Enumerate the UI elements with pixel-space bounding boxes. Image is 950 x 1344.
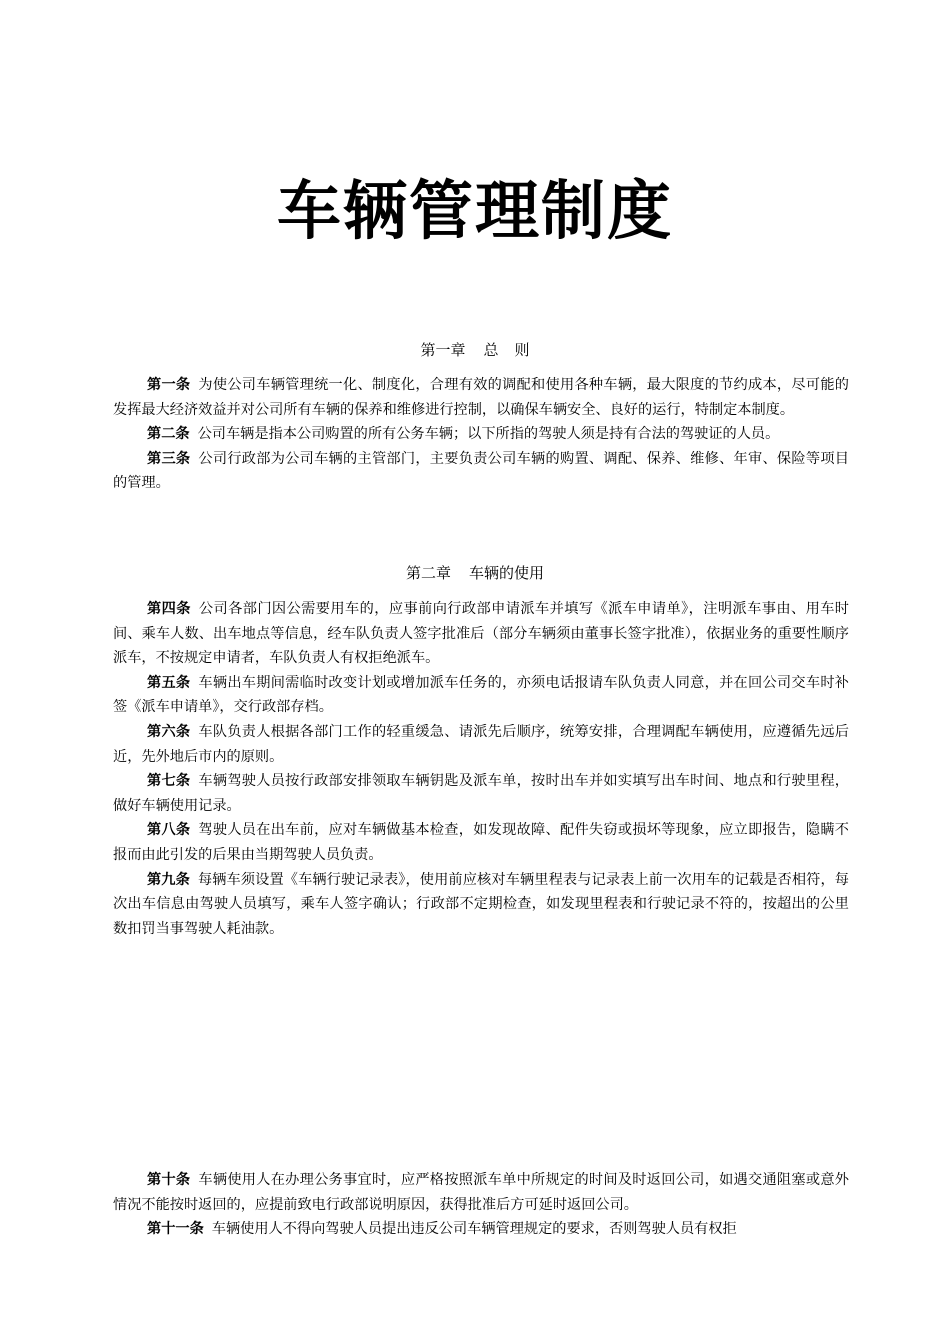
chapter-2-body-continued xyxy=(113,1168,849,1242)
chapter-number: 第一章 xyxy=(420,341,466,359)
article-text: 公司行政部为公司车辆的主管部门，主要负责公司车辆的购置、调配、保养、维修、年审、保险等项目的管理。 xyxy=(113,450,849,492)
article xyxy=(113,1217,849,1242)
chapter-1-body xyxy=(113,373,849,496)
article xyxy=(113,1168,849,1217)
chapter-title-part: 总 xyxy=(483,341,499,359)
article xyxy=(113,720,849,769)
article-text: 车队负责人根据各部门工作的轻重缓急、请派先后顺序，统筹安排，合理调配车辆使用，应遵循先远后近，先外地后市内的原则。 xyxy=(113,723,849,765)
article-label: 第八条 xyxy=(147,822,191,839)
article-text: 每辆车须设置《车辆行驶记录表》，使用前应核对车辆里程表与记录表上前一次用车的记载是否相符，每次出车信息由驾驶人员填写，乘车人签字确认；行政部不定期检查，如发现里程表和行驶记录不符的，按超出的公里数扣罚当事驾驶人耗油款。 xyxy=(113,871,849,937)
article-label: 第七条 xyxy=(147,773,191,790)
article-label: 第二条 xyxy=(147,426,190,443)
article-text: 公司各部门因公需要用车的，应事前向行政部申请派车并填写《派车申请单》，注明派车事由、用车时间、乘车人数、出车地点等信息，经车队负责人签字批准后（部分车辆须由董事长签字批准），依据业务的重要性顺序派车，不按规定申请者，车队负责人有权拒绝派车。 xyxy=(113,601,849,667)
article-text: 车辆使用人不得向驾驶人员提出违反公司车辆管理规定的要求，否则驾驶人员有权拒 xyxy=(211,1221,737,1238)
article xyxy=(113,597,849,671)
article xyxy=(113,868,849,942)
article-text: 公司车辆是指本公司购置的所有公务车辆；以下所指的驾驶人须是持有合法的驾驶证的人员。 xyxy=(197,426,780,443)
article-text: 车辆出车期间需临时改变计划或增加派车任务的，亦须电话报请车队负责人同意，并在回公司交车时补签《派车申请单》，交行政部存档。 xyxy=(113,674,849,716)
article xyxy=(113,422,849,447)
article xyxy=(113,671,849,720)
article-label: 第六条 xyxy=(147,723,191,740)
chapter-1-heading xyxy=(0,340,950,360)
article-label: 第十一条 xyxy=(147,1221,204,1238)
article-label: 第五条 xyxy=(147,674,191,691)
article-text: 驾驶人员在出车前，应对车辆做基本检查，如发现故障、配件失窃或损坏等现象，应立即报告，隐瞒不报而由此引发的后果由当期驾驶人员负责。 xyxy=(113,822,849,863)
article xyxy=(113,373,849,422)
article xyxy=(113,447,849,496)
article-label: 第九条 xyxy=(147,871,190,888)
article-text: 车辆驾驶人员按行政部安排领取车辆钥匙及派车单，按时出车并如实填写出车时间、地点和行驶里程，做好车辆使用记录。 xyxy=(113,773,849,814)
article-label: 第三条 xyxy=(147,450,191,467)
article-text: 为使公司车辆管理统一化、制度化，合理有效的调配和使用各种车辆，最大限度的节约成本，尽可能的发挥最大经济效益并对公司所有车辆的保养和维修进行控制，以确保车辆安全、良好的运行，特制定本制度。 xyxy=(113,377,849,418)
article-label: 第十条 xyxy=(147,1172,191,1188)
article-text: 车辆使用人在办理公务事宜时，应严格按照派车单中所规定的时间及时返回公司，如遇交通阻塞或意外情况不能按时返回的，应提前致电行政部说明原因，获得批准后方可延时返回公司。 xyxy=(113,1172,849,1213)
chapter-2-body xyxy=(113,597,849,941)
article xyxy=(113,818,849,867)
chapter-2-heading xyxy=(0,563,950,583)
chapter-title: 车辆的使用 xyxy=(469,564,545,582)
chapter-title-part: 则 xyxy=(514,341,530,359)
document-title: 车辆管理制度 xyxy=(277,175,673,249)
chapter-number: 第二章 xyxy=(405,564,451,582)
article xyxy=(113,769,849,818)
article-label: 第一条 xyxy=(147,377,191,393)
article-label: 第四条 xyxy=(147,601,191,617)
